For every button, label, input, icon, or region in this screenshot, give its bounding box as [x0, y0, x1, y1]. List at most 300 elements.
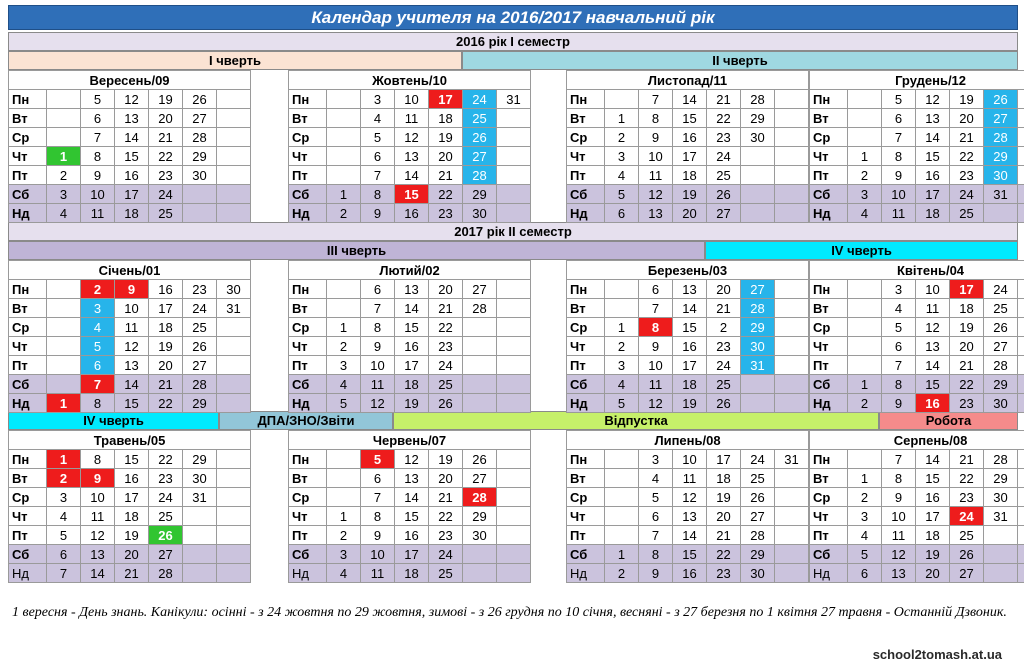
day-label: Пн	[9, 280, 47, 299]
week-day-row	[567, 545, 809, 564]
date-cell	[775, 147, 809, 166]
month-name: Серпень/08	[810, 431, 1024, 450]
date-cell: 18	[429, 109, 463, 128]
date-cell	[1018, 356, 1024, 375]
date-cell: 5	[81, 90, 115, 109]
date-cell: 21	[707, 526, 741, 545]
site-watermark: school2tomash.at.ua	[872, 647, 1002, 662]
date-cell: 8	[639, 109, 673, 128]
date-cell: 15	[115, 394, 149, 413]
date-cell: 28	[741, 90, 775, 109]
date-cell	[217, 318, 251, 337]
date-cell: 20	[429, 280, 463, 299]
date-cell: 27	[984, 109, 1018, 128]
day-label: Пн	[567, 450, 605, 469]
vacation-band: Відпустка	[393, 411, 879, 430]
week-day-row	[289, 299, 531, 318]
date-cell: 21	[950, 450, 984, 469]
date-cell: 4	[639, 469, 673, 488]
month-table	[8, 430, 251, 583]
date-cell: 25	[463, 109, 497, 128]
month-name: Жовтень/10	[289, 71, 531, 90]
date-cell	[183, 204, 217, 223]
date-cell	[775, 469, 809, 488]
quarter-1-band: I чверть	[8, 51, 462, 70]
date-cell: 17	[950, 280, 984, 299]
date-cell: 8	[639, 318, 673, 337]
date-cell: 28	[149, 564, 183, 583]
date-cell: 12	[639, 394, 673, 413]
date-cell: 21	[115, 564, 149, 583]
week-day-row	[9, 356, 251, 375]
date-cell: 28	[183, 128, 217, 147]
week-day-row	[810, 507, 1024, 526]
date-cell: 20	[707, 280, 741, 299]
date-cell: 13	[916, 337, 950, 356]
date-cell	[741, 147, 775, 166]
day-label: Сб	[9, 375, 47, 394]
date-cell: 27	[950, 564, 984, 583]
date-cell: 21	[707, 90, 741, 109]
day-label: Нд	[9, 564, 47, 583]
week-day-row	[810, 280, 1024, 299]
date-cell	[217, 488, 251, 507]
date-cell	[775, 166, 809, 185]
day-label: Нд	[567, 564, 605, 583]
date-cell: 21	[149, 375, 183, 394]
date-cell: 7	[81, 128, 115, 147]
date-cell: 3	[47, 488, 81, 507]
date-cell: 6	[361, 469, 395, 488]
date-cell	[47, 375, 81, 394]
date-cell: 9	[361, 204, 395, 223]
date-cell	[1018, 128, 1024, 147]
date-cell: 14	[673, 299, 707, 318]
day-label: Пт	[810, 526, 848, 545]
week-day-row	[567, 450, 809, 469]
date-cell: 2	[81, 280, 115, 299]
date-cell	[217, 526, 251, 545]
day-label: Ср	[567, 318, 605, 337]
date-cell: 4	[327, 375, 361, 394]
date-cell: 30	[463, 526, 497, 545]
date-cell: 23	[950, 166, 984, 185]
date-cell: 4	[327, 564, 361, 583]
week-day-row	[810, 469, 1024, 488]
date-cell	[1018, 204, 1024, 223]
date-cell: 16	[115, 469, 149, 488]
date-cell: 4	[848, 204, 882, 223]
date-cell	[1018, 526, 1024, 545]
day-label: Пн	[810, 450, 848, 469]
date-cell	[47, 128, 81, 147]
date-cell: 29	[741, 109, 775, 128]
date-cell: 26	[183, 337, 217, 356]
month-table	[288, 70, 531, 223]
date-cell: 18	[673, 166, 707, 185]
date-cell: 5	[882, 90, 916, 109]
date-cell: 5	[327, 394, 361, 413]
date-cell: 6	[361, 280, 395, 299]
date-cell	[605, 90, 639, 109]
date-cell: 12	[115, 337, 149, 356]
week-day-row	[810, 356, 1024, 375]
date-cell	[217, 356, 251, 375]
date-cell: 14	[916, 450, 950, 469]
date-cell: 20	[429, 469, 463, 488]
date-cell	[741, 185, 775, 204]
date-cell: 11	[673, 469, 707, 488]
date-cell: 16	[916, 166, 950, 185]
date-cell: 12	[395, 450, 429, 469]
date-cell: 21	[429, 166, 463, 185]
date-cell: 18	[673, 375, 707, 394]
date-cell: 24	[984, 280, 1018, 299]
date-cell: 9	[361, 337, 395, 356]
work-band: Робота	[879, 411, 1018, 430]
date-cell	[1018, 488, 1024, 507]
date-cell: 11	[361, 375, 395, 394]
day-label: Чт	[810, 337, 848, 356]
date-cell: 27	[707, 204, 741, 223]
day-label: Нд	[289, 564, 327, 583]
date-cell: 4	[882, 299, 916, 318]
date-cell	[775, 185, 809, 204]
week-day-row	[810, 545, 1024, 564]
day-label: Нд	[289, 394, 327, 413]
week-day-row	[810, 147, 1024, 166]
date-cell: 3	[639, 450, 673, 469]
date-cell: 11	[81, 204, 115, 223]
day-label: Сб	[567, 375, 605, 394]
date-cell	[848, 299, 882, 318]
date-cell: 1	[327, 185, 361, 204]
date-cell: 19	[149, 90, 183, 109]
date-cell: 7	[361, 488, 395, 507]
day-label: Чт	[289, 507, 327, 526]
week-day-row	[289, 564, 531, 583]
date-cell	[984, 526, 1018, 545]
day-label: Пн	[9, 90, 47, 109]
date-cell	[984, 545, 1018, 564]
date-cell: 31	[183, 488, 217, 507]
date-cell	[984, 204, 1018, 223]
date-cell: 29	[741, 318, 775, 337]
date-cell: 8	[882, 469, 916, 488]
date-cell	[1018, 318, 1024, 337]
date-cell: 29	[183, 394, 217, 413]
date-cell: 18	[950, 299, 984, 318]
date-cell: 18	[395, 564, 429, 583]
date-cell: 26	[984, 318, 1018, 337]
week-day-row	[567, 318, 809, 337]
date-cell	[775, 564, 809, 583]
week-day-row	[810, 394, 1024, 413]
date-cell: 2	[605, 128, 639, 147]
date-cell: 23	[707, 337, 741, 356]
week-day-row	[289, 469, 531, 488]
week-day-row	[567, 337, 809, 356]
date-cell	[775, 90, 809, 109]
date-cell	[605, 507, 639, 526]
day-label: Чт	[9, 507, 47, 526]
date-cell: 22	[429, 185, 463, 204]
day-label: Ср	[567, 488, 605, 507]
week-day-row	[289, 507, 531, 526]
date-cell	[775, 356, 809, 375]
date-cell: 18	[916, 526, 950, 545]
date-cell: 11	[115, 318, 149, 337]
date-cell: 7	[882, 450, 916, 469]
date-cell: 20	[429, 147, 463, 166]
date-cell: 29	[984, 469, 1018, 488]
date-cell: 20	[916, 564, 950, 583]
week-day-row	[289, 280, 531, 299]
date-cell	[741, 166, 775, 185]
date-cell: 8	[882, 147, 916, 166]
date-cell: 13	[395, 147, 429, 166]
week-day-row	[289, 526, 531, 545]
week-day-row	[9, 318, 251, 337]
date-cell: 6	[47, 545, 81, 564]
day-label: Сб	[289, 185, 327, 204]
month-name: Березень/03	[567, 261, 809, 280]
date-cell: 16	[149, 280, 183, 299]
day-label: Сб	[289, 375, 327, 394]
date-cell: 28	[463, 488, 497, 507]
date-cell: 20	[115, 545, 149, 564]
date-cell: 15	[916, 375, 950, 394]
date-cell: 11	[639, 375, 673, 394]
day-label: Вт	[810, 109, 848, 128]
date-cell: 19	[950, 90, 984, 109]
date-cell: 1	[605, 318, 639, 337]
date-cell: 11	[361, 564, 395, 583]
date-cell: 8	[361, 185, 395, 204]
date-cell: 23	[429, 204, 463, 223]
date-cell: 29	[183, 450, 217, 469]
week-day-row	[9, 185, 251, 204]
date-cell: 5	[848, 545, 882, 564]
date-cell: 16	[916, 488, 950, 507]
date-cell: 24	[429, 545, 463, 564]
day-label: Пн	[289, 450, 327, 469]
date-cell	[497, 450, 531, 469]
date-cell: 1	[605, 109, 639, 128]
date-cell	[217, 128, 251, 147]
date-cell	[775, 204, 809, 223]
date-cell	[497, 280, 531, 299]
month-name: Грудень/12	[810, 71, 1024, 90]
date-cell: 27	[463, 469, 497, 488]
date-cell	[605, 526, 639, 545]
date-cell	[327, 450, 361, 469]
date-cell: 26	[707, 394, 741, 413]
date-cell: 16	[395, 526, 429, 545]
date-cell: 16	[673, 128, 707, 147]
date-cell	[497, 507, 531, 526]
date-cell: 27	[741, 507, 775, 526]
date-cell	[217, 90, 251, 109]
date-cell	[497, 526, 531, 545]
date-cell: 12	[882, 545, 916, 564]
date-cell: 28	[463, 299, 497, 318]
day-label: Пн	[567, 90, 605, 109]
date-cell: 18	[149, 318, 183, 337]
date-cell: 27	[183, 109, 217, 128]
date-cell: 22	[149, 394, 183, 413]
date-cell: 8	[81, 147, 115, 166]
date-cell	[217, 394, 251, 413]
month-table	[809, 430, 1024, 583]
day-label: Пт	[810, 166, 848, 185]
date-cell: 22	[707, 545, 741, 564]
date-cell: 1	[47, 394, 81, 413]
week-day-row	[810, 526, 1024, 545]
date-cell	[1018, 109, 1024, 128]
date-cell: 17	[916, 507, 950, 526]
date-cell: 21	[429, 488, 463, 507]
date-cell	[848, 356, 882, 375]
week-day-row	[567, 204, 809, 223]
date-cell: 17	[673, 356, 707, 375]
date-cell: 19	[429, 128, 463, 147]
date-cell: 23	[429, 526, 463, 545]
date-cell: 25	[950, 526, 984, 545]
date-cell: 14	[673, 526, 707, 545]
date-cell: 13	[673, 507, 707, 526]
day-label: Пт	[9, 526, 47, 545]
date-cell	[183, 526, 217, 545]
date-cell	[775, 488, 809, 507]
month-name: Січень/01	[9, 261, 251, 280]
date-cell: 3	[605, 356, 639, 375]
date-cell	[47, 318, 81, 337]
date-cell: 14	[395, 166, 429, 185]
date-cell: 24	[950, 507, 984, 526]
date-cell: 30	[984, 488, 1018, 507]
date-cell: 7	[882, 128, 916, 147]
date-cell: 10	[882, 507, 916, 526]
day-label: Нд	[289, 204, 327, 223]
day-label: Пн	[289, 90, 327, 109]
date-cell	[217, 375, 251, 394]
quarter-2-band: II чверть	[462, 51, 1018, 70]
date-cell: 23	[950, 488, 984, 507]
date-cell: 2	[47, 469, 81, 488]
date-cell: 18	[395, 375, 429, 394]
date-cell: 20	[950, 109, 984, 128]
date-cell: 20	[673, 204, 707, 223]
date-cell: 31	[984, 507, 1018, 526]
date-cell: 1	[47, 450, 81, 469]
date-cell: 22	[149, 147, 183, 166]
date-cell: 10	[639, 147, 673, 166]
date-cell: 13	[639, 204, 673, 223]
month-table	[809, 70, 1024, 223]
date-cell	[775, 507, 809, 526]
date-cell	[1018, 337, 1024, 356]
date-cell	[327, 109, 361, 128]
day-label: Пт	[9, 166, 47, 185]
date-cell: 14	[115, 128, 149, 147]
week-day-row	[810, 375, 1024, 394]
month-table	[8, 260, 251, 413]
day-label: Пт	[567, 356, 605, 375]
date-cell: 30	[984, 394, 1018, 413]
date-cell	[848, 109, 882, 128]
date-cell: 20	[149, 356, 183, 375]
date-cell: 4	[605, 166, 639, 185]
date-cell	[497, 356, 531, 375]
date-cell: 15	[395, 318, 429, 337]
date-cell: 16	[395, 337, 429, 356]
month-name: Травень/05	[9, 431, 251, 450]
date-cell: 12	[916, 90, 950, 109]
date-cell	[463, 318, 497, 337]
footnote: 1 вересня - День знань. Канікули: осінні - з 24 жовтня по 29 жовтня, зимові - з 26 грудня по 10 січня, весняні - з 27 березня по 1 квітня 27 травня - Останній Дзвоник.	[12, 605, 1007, 620]
date-cell	[497, 545, 531, 564]
month-name: Червень/07	[289, 431, 531, 450]
day-label: Ср	[810, 128, 848, 147]
date-cell	[1018, 450, 1024, 469]
day-label: Пн	[810, 90, 848, 109]
week-day-row	[810, 564, 1024, 583]
date-cell	[327, 469, 361, 488]
date-cell: 18	[916, 204, 950, 223]
date-cell: 28	[463, 166, 497, 185]
date-cell: 17	[395, 545, 429, 564]
date-cell: 24	[429, 356, 463, 375]
date-cell: 18	[115, 204, 149, 223]
date-cell	[327, 299, 361, 318]
date-cell: 27	[463, 280, 497, 299]
date-cell: 12	[81, 526, 115, 545]
day-label: Ср	[289, 128, 327, 147]
date-cell	[775, 545, 809, 564]
date-cell	[47, 90, 81, 109]
date-cell: 14	[395, 299, 429, 318]
date-cell: 19	[673, 394, 707, 413]
date-cell: 1	[848, 147, 882, 166]
date-cell: 11	[395, 109, 429, 128]
date-cell: 17	[916, 185, 950, 204]
date-cell: 29	[183, 147, 217, 166]
date-cell: 17	[115, 488, 149, 507]
date-cell: 5	[639, 488, 673, 507]
date-cell: 29	[984, 147, 1018, 166]
week-day-row	[567, 185, 809, 204]
date-cell: 31	[741, 356, 775, 375]
date-cell	[217, 147, 251, 166]
date-cell: 9	[639, 128, 673, 147]
week-day-row	[810, 90, 1024, 109]
date-cell	[775, 337, 809, 356]
date-cell: 28	[984, 356, 1018, 375]
week-day-row	[9, 564, 251, 583]
day-label: Пн	[289, 280, 327, 299]
week-day-row	[9, 469, 251, 488]
date-cell	[217, 469, 251, 488]
semester-1-header: 2016 рік I семестр	[8, 32, 1018, 51]
week-day-row	[9, 204, 251, 223]
date-cell	[775, 375, 809, 394]
week-day-row	[9, 526, 251, 545]
date-cell: 2	[605, 337, 639, 356]
date-cell: 11	[882, 204, 916, 223]
date-cell: 1	[327, 318, 361, 337]
date-cell: 21	[149, 128, 183, 147]
